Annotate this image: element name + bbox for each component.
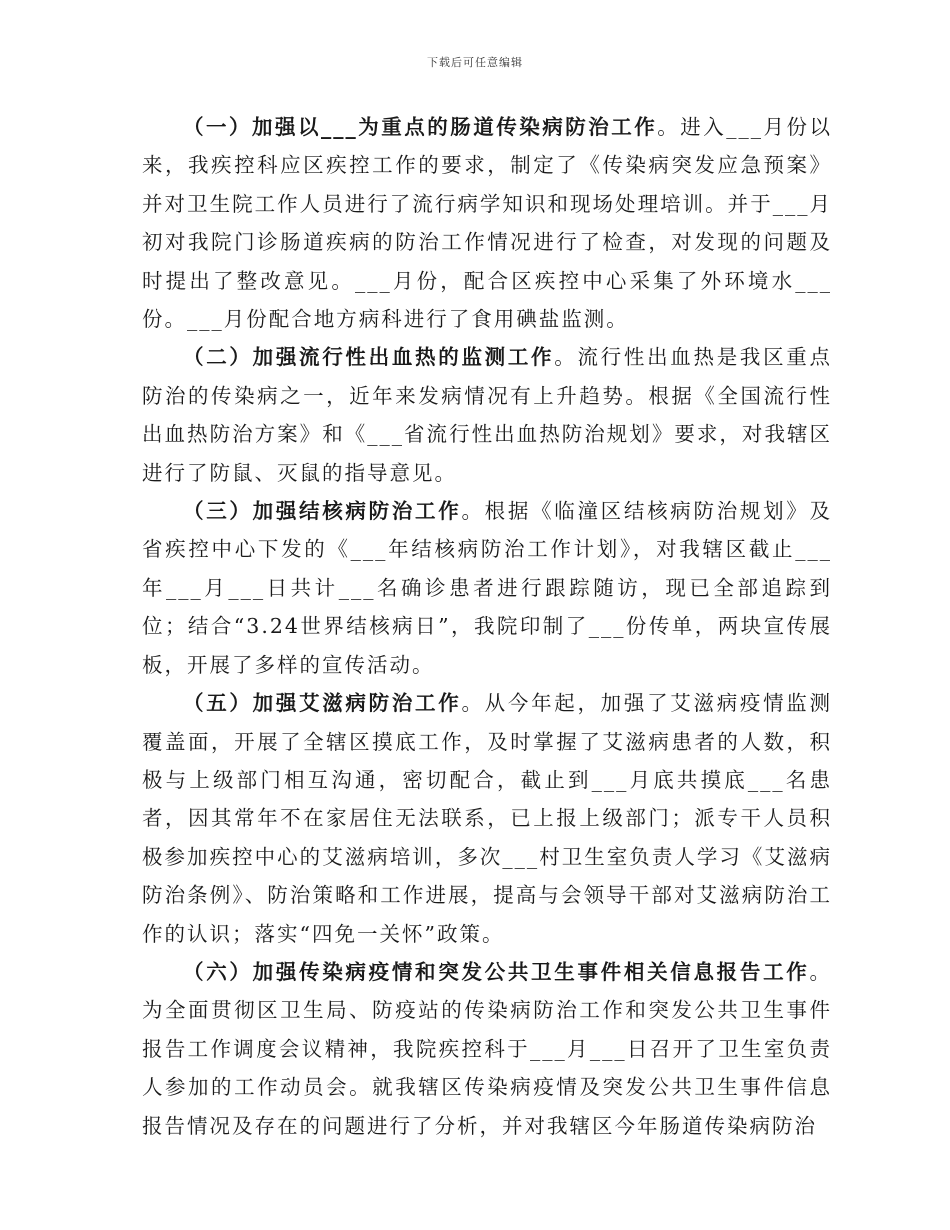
paragraph-epidemic-reporting — [142, 953, 832, 1145]
paragraph-heading: （一）加强以___为重点的肠道传染病防治工作 — [183, 115, 658, 139]
paragraph-hemorrhagic-fever — [142, 338, 832, 492]
paragraph-text: 。进入___月份以来，我疾控科应区疾控工作的要求，制定了《传染病突发应急预案》并对卫生院工作人员进行了流行病学知识和现场处理培训。并于___月初对我院门诊肠道疾病的防治工作情况进行了检查，对发现的问题及时提出了整改意见。___月份，配合区疾控中心采集了外环境水___份。___月份配合地方病科进行了食用碘盐监测。 — [142, 115, 832, 332]
document-body — [142, 108, 832, 1145]
paragraph-text: 。为全面贯彻区卫生局、防疫站的传染病防治工作和突发公共卫生事件报告工作调度会议精神，我院疾控科于___月___日召开了卫生室负责人参加的工作动员会。就我辖区传染病疫情及突发公共卫生事件信息报告情况及存在的问题进行了分析，并对我辖区今年肠道传染病防治 — [142, 959, 832, 1138]
paragraph-heading: （三）加强结核病防治工作 — [183, 499, 462, 524]
paragraph-intestinal-disease — [142, 108, 832, 338]
paragraph-heading: （二）加强流行性出血热的监测工作 — [183, 345, 555, 370]
paragraph-text: 。根据《临潼区结核病防治规划》及省疾控中心下发的《___年结核病防治工作计划》，对我辖区截止___年___月___日共计___名确诊患者进行跟踪随访，现已全部追踪到位；结合“3.24世界结核病日”，我院印制了___份传单，两块宣传展板，开展了多样的宣传活动。 — [142, 499, 833, 677]
paragraph-heading: （六）加强传染病疫情和突发公共卫生事件相关信息报告工作 — [183, 959, 810, 984]
paragraph-aids — [142, 684, 832, 953]
paragraph-text: 。流行性出血热是我区重点防治的传染病之一，近年来发病情况有上升趋势。根据《全国流行性出血热防治方案》和《___省流行性出血热防治规划》要求，对我辖区进行了防鼠、灭鼠的指导意见。 — [142, 345, 833, 485]
paragraph-heading: （五）加强艾滋病防治工作 — [183, 691, 462, 716]
paragraph-tuberculosis — [142, 492, 832, 684]
paragraph-text: 。从今年起，加强了艾滋病疫情监测覆盖面，开展了全辖区摸底工作，及时掌握了艾滋病患者的人数，积极与上级部门相互沟通，密切配合，截止到___月底共摸底___名患者，因其常年不在家居住无法联系，已上报上级部门；派专干人员积极参加疾控中心的艾滋病培训，多次___村卫生室负责人学习《艾滋病防治条例》、防治策略和工作进展，提高与会领导干部对艾滋病防治工作的认识；落实“四免一关怀”政策。 — [142, 691, 833, 946]
page-header-note: 下载后可任意编辑 — [427, 56, 523, 69]
